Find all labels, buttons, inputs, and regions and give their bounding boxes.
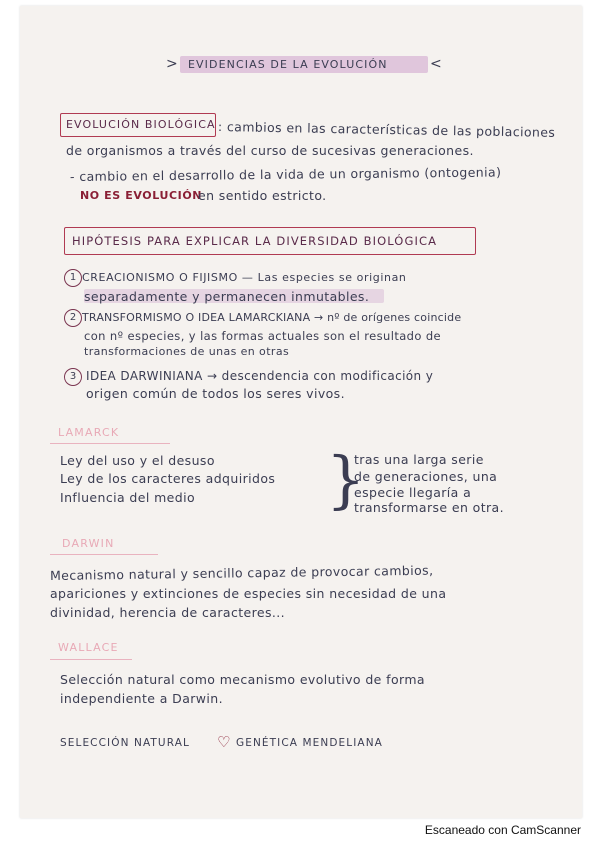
wallace-line2: independiente a Darwin. xyxy=(60,691,224,706)
lamarck-left-1: Ley del uso y el desuso xyxy=(60,453,215,468)
evolucion-line1: : cambios en las características de las poblaciones xyxy=(217,119,556,140)
hipotesis-item2-line3: transformaciones de unas en otras xyxy=(84,345,290,358)
item-number-3: 3 xyxy=(64,368,82,386)
conclusion-left: SELECCIÓN NATURAL xyxy=(60,737,190,749)
lamarck-brace: } xyxy=(326,443,366,516)
evolucion-label: EVOLUCIÓN BIOLÓGICA xyxy=(66,118,216,131)
darwin-line3: divinidad, herencia de caracteres... xyxy=(50,605,285,620)
lamarck-heading: LAMARCK xyxy=(58,426,120,439)
evolucion-line4-rest: en sentido estricto. xyxy=(198,188,327,203)
wallace-line1: Selección natural como mecanismo evolutivo de forma xyxy=(60,672,425,687)
title-right-mark: < xyxy=(430,56,443,72)
lamarck-right-3: especie llegaría a xyxy=(354,485,472,500)
lamarck-left-2: Ley de los caracteres adquiridos xyxy=(60,471,276,486)
wallace-underline xyxy=(50,659,132,660)
evolucion-line3: - cambio en el desarrollo de la vida de un organismo (ontogenia) xyxy=(69,164,502,184)
hipotesis-item2-line2: con nº especies, y las formas actuales son el resultado de xyxy=(84,329,442,343)
camscanner-watermark: Escaneado con CamScanner xyxy=(424,823,581,837)
darwin-underline xyxy=(50,554,158,555)
darwin-heading: DARWIN xyxy=(62,537,115,550)
item-number-2: 2 xyxy=(64,309,82,327)
hipotesis-item3-line1: IDEA DARWINIANA → descendencia con modificación y xyxy=(86,369,434,383)
evolucion-line2: de organismos a través del curso de sucesivas generaciones. xyxy=(66,143,474,158)
lamarck-underline xyxy=(50,443,170,444)
hipotesis-item2-line1: TRANSFORMISMO O IDEA LAMARCKIANA → nº de orígenes coincide xyxy=(82,311,462,324)
lamarck-right-1: tras una larga serie xyxy=(354,452,484,467)
title-left-mark: > xyxy=(166,56,179,72)
darwin-line1: Mecanismo natural y sencillo capaz de provocar cambios, xyxy=(49,562,434,583)
evolucion-red-text: NO ES EVOLUCIÓN xyxy=(80,189,203,202)
hipotesis-item1-line1: CREACIONISMO O FIJISMO — Las especies se originan xyxy=(82,271,407,284)
hipotesis-heading: HIPÓTESIS PARA EXPLICAR LA DIVERSIDAD BIOLÓGICA xyxy=(72,234,438,248)
scanned-page xyxy=(20,6,582,818)
lamarck-left-3: Influencia del medio xyxy=(60,490,195,505)
lamarck-right-2: de generaciones, una xyxy=(354,469,498,484)
darwin-line2: apariciones y extinciones de especies sin necesidad de una xyxy=(50,586,447,601)
heart-icon: ♡ xyxy=(217,733,231,751)
hipotesis-item3-line2: origen común de todos los seres vivos. xyxy=(86,386,345,401)
item-number-1: 1 xyxy=(64,269,82,287)
lamarck-right-4: transformarse en otra. xyxy=(354,500,504,515)
wallace-heading: WALLACE xyxy=(58,641,119,654)
hipotesis-item1-line2: separadamente y permanecen inmutables. xyxy=(84,289,370,304)
page-title: EVIDENCIAS DE LA EVOLUCIÓN xyxy=(188,58,388,71)
conclusion-right: GENÉTICA MENDELIANA xyxy=(236,737,383,749)
